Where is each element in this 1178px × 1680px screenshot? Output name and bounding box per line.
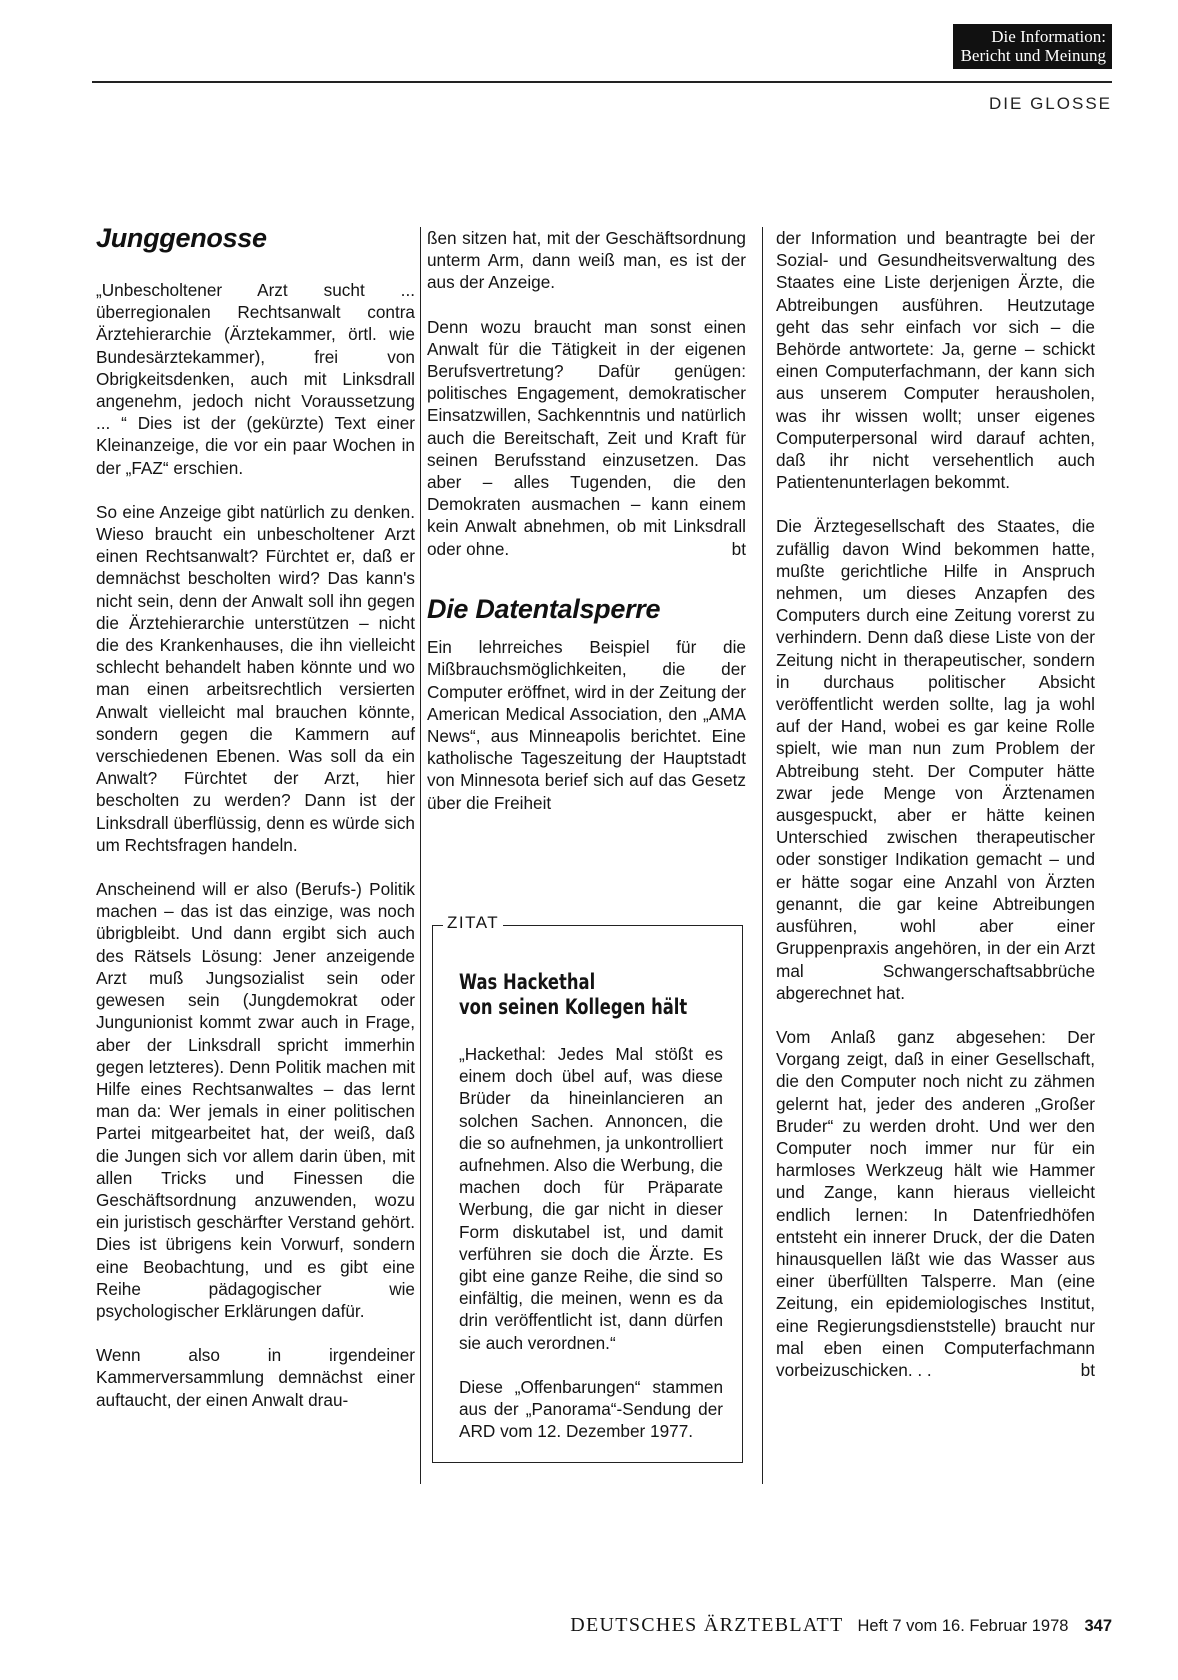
article-body-junggenosse [96,279,415,1411]
header-rule [92,81,1112,83]
quote-headline-line1: Was Hackethal [459,970,596,994]
paragraph: Ein lehrreiches Beispiel für die Mißbrauchsmöglichkeiten, die der Computer eröffnet, wird in der Zeitung der American Medical Association, den „AMA News“, aus Minneapolis berichtet. Eine katholische Tageszeitung der Hauptstadt von Minnesota berief sich auf das Gesetz über die Freiheit [427,637,746,813]
column-3 [776,227,1095,1381]
section-badge-line2: Bericht und Meinung [960,46,1106,65]
section-badge-line1: Die Information: [991,27,1106,46]
paragraph: Die Ärztegesellschaft des Staates, die zufällig davon Wind bekommen hatte, mußte gerichtliche Hilfe in Anspruch nehmen, um dieses Anzapfen des Computers durch eine Zeitung vorerst zu verhindern. Denn daß diese Liste von der Zeitung nicht in therapeutischer, sondern in durchaus politischer Absicht veröffentlicht werden sollte, lag ja wohl auf der Hand, wobei es gar keine Rolle spielt, wie man nun zum Problem der Abtreibung steht. Der Computer hätte zwar jede Menge von Ärztenamen ausgespuckt, aber er hätte keinen Unterschied zwischen therapeutischer oder sonstiger Indikation gemacht – und er hätte sogar eine Anzahl von Ärzten genannt, die gar keine Abtreibungen ausführen, wohl aber einer Gruppenpraxis angehören, in der ein Arzt mal Schwangerschaftsabbrüche abgerechnet hat. [776,516,1095,1003]
paragraph: So eine Anzeige gibt natürlich zu denken. Wieso braucht ein unbescholtener Arzt einen Rechtsanwalt? Fürchtet er, daß er demnächst bescholten wird? Das kann's nicht sein, denn der Anwalt soll ihn gegen die Ärztehierarchie unterstützen – nicht die des Krankenhauses, die ihn vielleicht schlecht behandelt haben könnte und wo man einen arbeitsrechtlich versierten Anwalt vielleicht mal brauchen könnte, sondern gegen die Kammern auf verschiedenen Ebenen. Was soll da ein Anwalt? Fürchtet der Arzt, hier bescholten zu werden? Dann ist der Linksdrall überflüssig, denn es würde sich um Rechtsfragen handeln. [96,501,415,855]
section-badge [953,24,1112,69]
column-divider [762,227,763,1484]
paragraph: Vom Anlaß ganz abgesehen: Der Vorgang zeigt, daß in einer Gesellschaft, die den Computer noch nicht zu zähmen gelernt hat, jeder des anderen „Großer Bruder“ zu werden droht. Und wer den Computer noch immer nur für ein harmloses Werkzeug hält wie Hammer und Zange, kann hieraus vielleicht endlich lernen: In Datenfriedhöfen entsteht ein innerer Druck, der die Daten hinausquellen läßt wie das Wasser aus einer überfüllten Talsperre. Man (eine Zeitung, ein epidemiologisches Institut, eine Regierungsdienststelle) braucht nur mal eben einen Computerfachmann vorbeizuschicken. . . [776,1026,1095,1380]
quote-body [459,1043,723,1442]
paragraph: Denn wozu braucht man sonst einen Anwalt für die Tätigkeit in der eigenen Berufsvertretung? Dafür genügen: politisches Engagement, demokratischer Einsatzwillen, Sachkenntnis und natürlich auch die Bereitschaft, Zeit und Kraft für seinen Berufsstand einzusetzen. Das aber – alles Tugenden, die den Demokraten ausmachen – kann einem kein Anwalt abnehmen, ob mit Linksdrall oder ohne. [427,316,746,559]
column-divider [420,227,421,1484]
journal-name: DEUTSCHES ÄRZTEBLATT [570,1614,844,1636]
column-2 [427,227,746,814]
quote-text: „Hackethal: Jedes Mal stößt es einem doch übel auf, was diese Brüder da hineinlancieren an solchen Sachen. Annoncen, die die so aufnehmen, ja unkontrolliert aufnehmen. Also die Werbung, die machen doch für Präparate Werbung, die gar nicht in dieser Form diskutabel ist, und damit verführen sie doch die Ärzte. Es gibt eine ganze Reihe, die sind so einfältig, die meinen, wenn es da drin veröffentlicht ist, dann dürfen sie auch verordnen.“ [459,1044,723,1353]
rubric-label: DIE GLOSSE [989,94,1112,113]
article-title-junggenosse: Junggenosse [96,223,267,253]
article-title-datentalsperre: Die Datentalsperre [427,594,661,625]
quote-headline [459,970,688,1020]
issue-info: Heft 7 vom 16. Februar 1978 [857,1617,1069,1635]
quote-source: Diese „Offenbarungen“ stammen aus der „Panorama“-Sendung der ARD vom 12. Dezember 1977. [459,1376,723,1442]
paragraph: „Unbescholtener Arzt sucht ... überregionalen Rechtsanwalt contra Ärztehierarchie (Ärztekammer, örtl. wie Bundesärztekammer), frei von Obrigkeitsdenken, auch mit Linksdrall angenehm, jedoch nicht Voraussetzung ... “ Dies ist der (gekürzte) Text einer Kleinanzeige, die vor ein paar Wochen in der „FAZ“ erschien. [96,280,415,478]
paragraph: der Information und beantragte bei der Sozial- und Gesundheitsverwaltung des Staates eine Liste derjenigen Ärzte, die Abtreibungen ausführen. Heutzutage geht das sehr einfach vor sich – die Behörde antwortete: Ja, gerne – schickt einen Computerfachmann, der kann sich aus unserem Computer herausholen, was ihr wissen wollt; unser eigenes Computerpersonal wird darauf achten, daß ihr nicht versehentlich auch Patientenunterlagen bekommt. [776,228,1095,493]
quote-box-label: ZITAT [443,913,503,933]
paragraph: ßen sitzen hat, mit der Geschäftsordnung unterm Arm, dann weiß man, es ist der aus der Anzeige. [427,228,746,293]
page-number: 347 [1084,1617,1112,1635]
quote-box [432,913,743,1463]
quote-headline-line2: von seinen Kollegen hält [459,995,688,1019]
page-footer [96,1614,1112,1637]
paragraph: Wenn also in irgendeiner Kammerversammlung demnächst einer auftaucht, der einen Anwalt drau- [96,1345,415,1410]
author-signature: bt [731,538,746,559]
author-signature: bt [1080,1360,1095,1381]
paragraph: Anscheinend will er also (Berufs-) Politik machen – das ist das einzige, was noch übrigbleibt. Und dann ergibt sich auch des Rätsels Lösung: Jener anzeigende Arzt muß Jungsozialist sein oder gewesen sein (Jungdemokrat oder Jungunionist kommt zwar auch in Frage, aber der Linksdrall spricht immerhin gegen letzteres). Denn Politik machen mit Hilfe eines Rechtsanwaltes – das lernt man da: Wer jemals in einer politischen Partei mitgearbeitet hat, der weiß, daß die Jungen sich vor allem darin üben, mit allen Tricks und Finessen die Geschäftsordnung anzuwenden, wozu ein juristisch geschärfter Verstand gehört. Dies ist übrigens kein Vorwurf, sondern eine Beobachtung, und es gibt eine Reihe pädagogischer wie psychologischer Erklärungen dafür. [96,879,415,1321]
